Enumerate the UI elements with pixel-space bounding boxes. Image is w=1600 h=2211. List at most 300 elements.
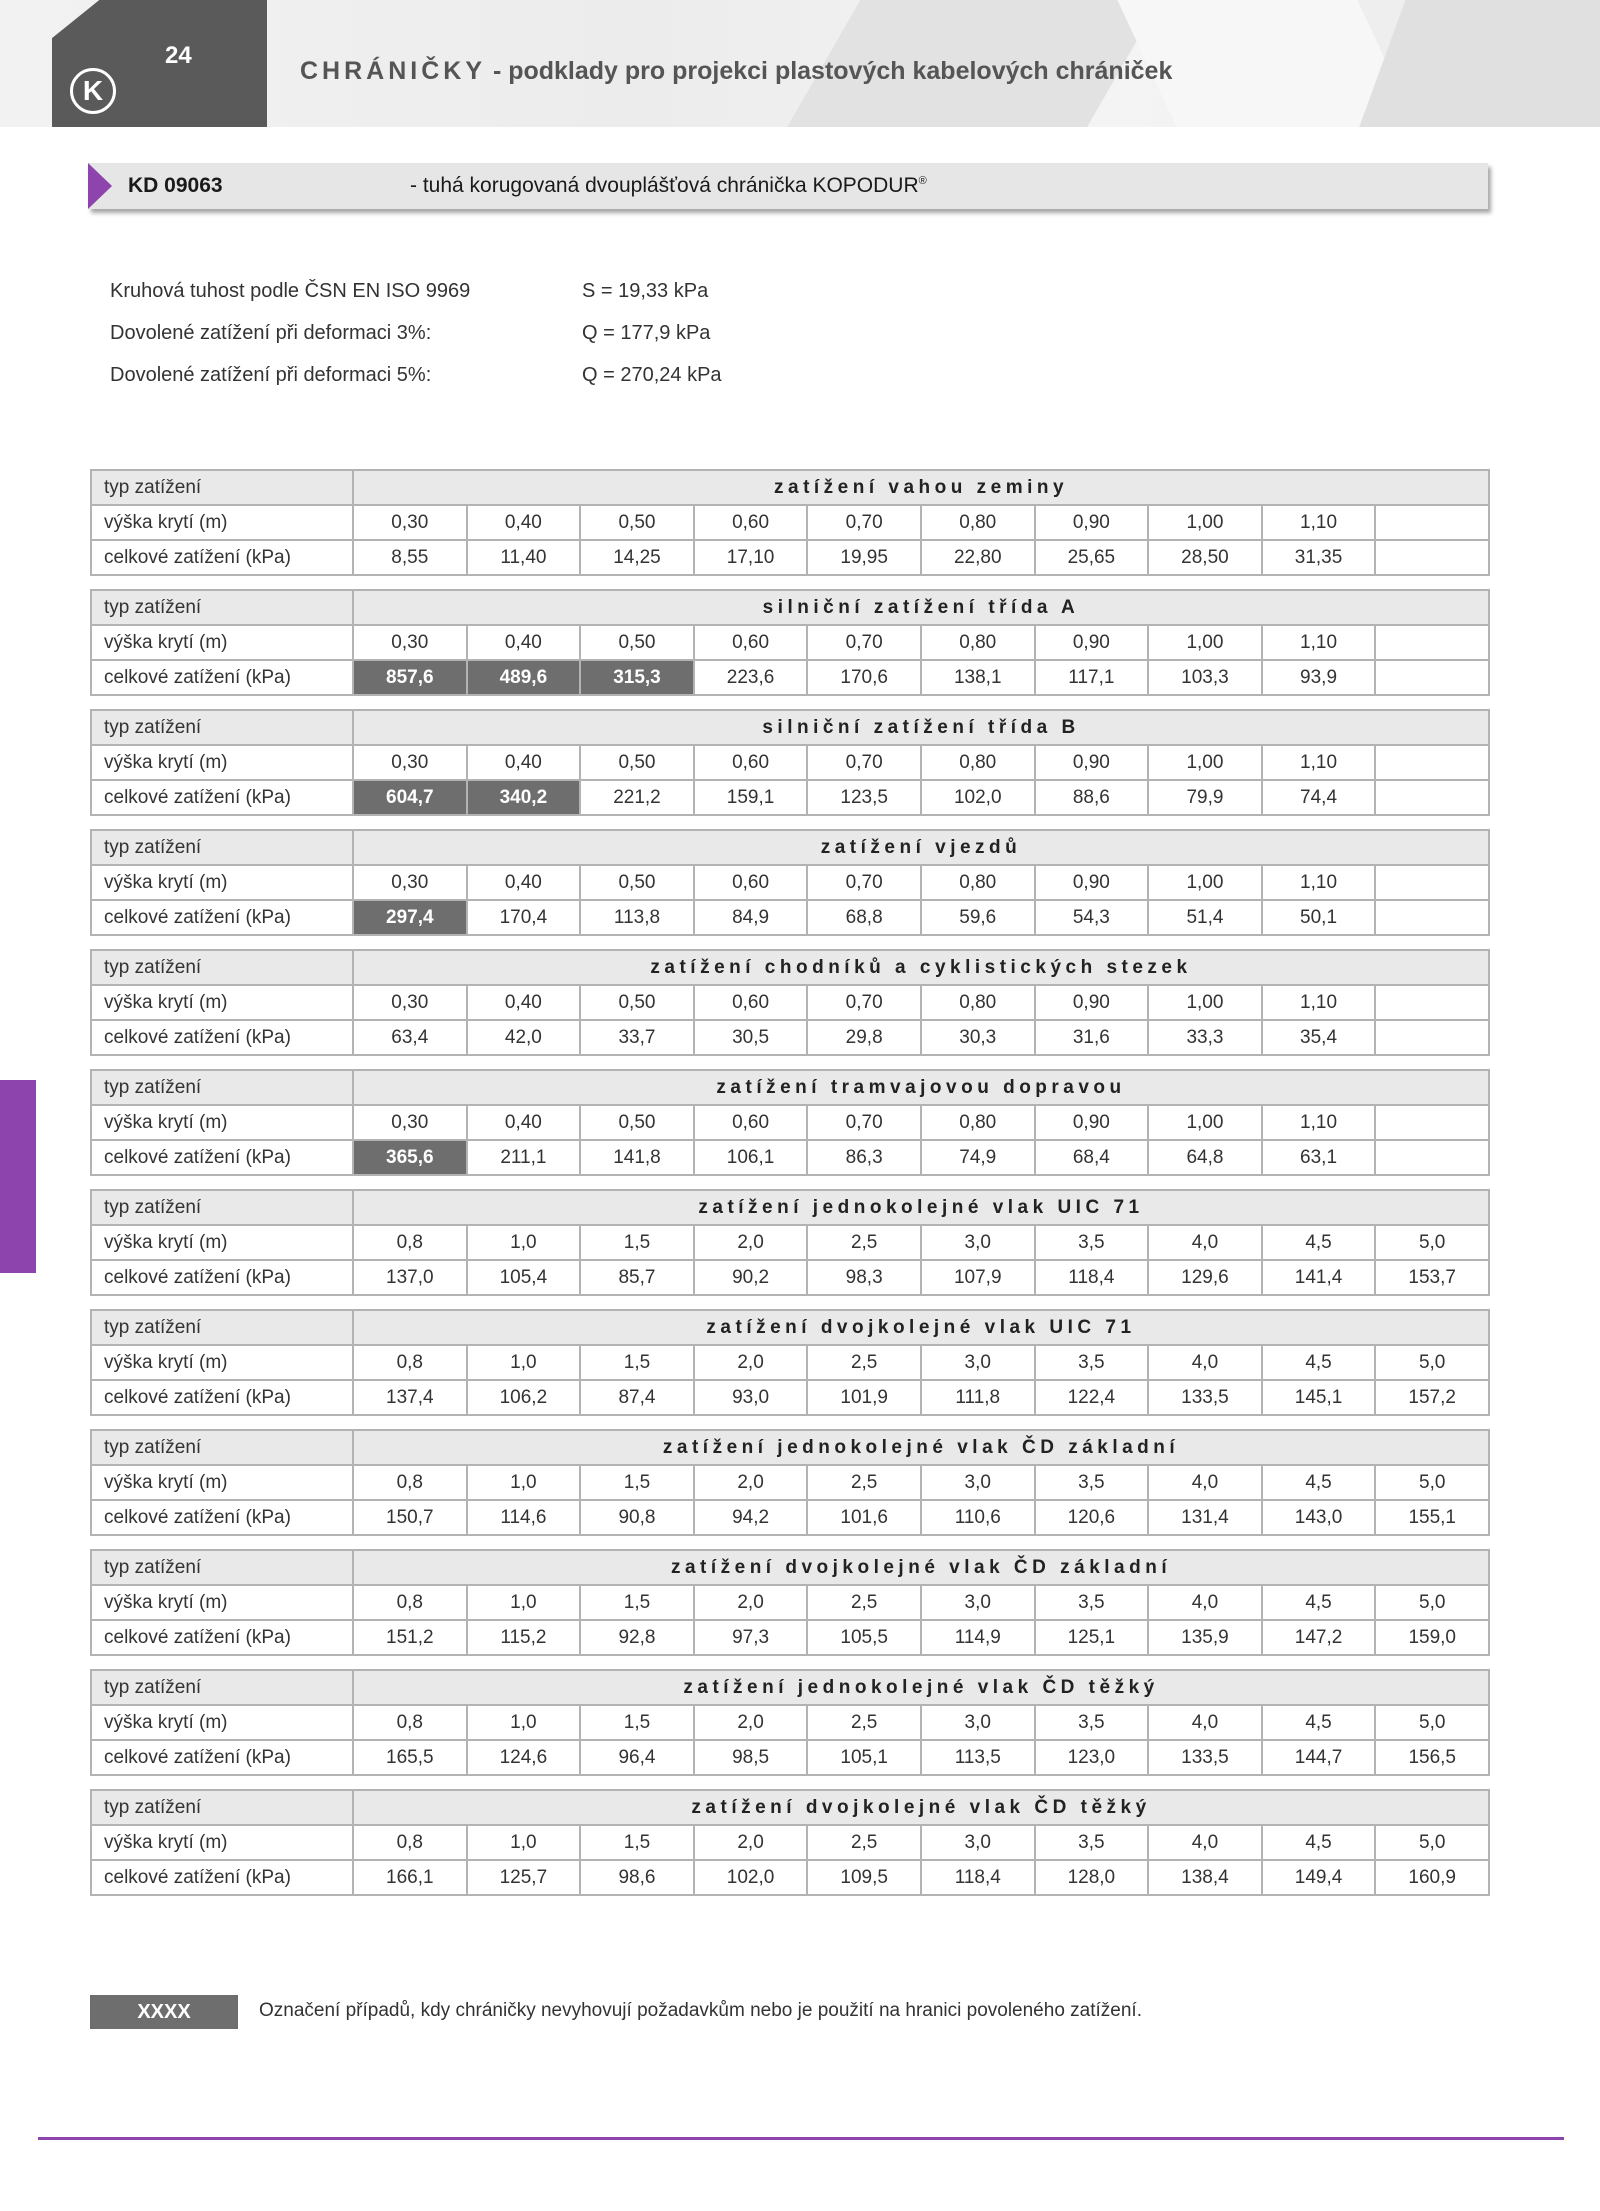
depth-cell: 4,5 bbox=[1262, 1225, 1376, 1260]
load-cell: 31,35 bbox=[1262, 540, 1376, 575]
load-cell: 14,25 bbox=[580, 540, 694, 575]
load-type-title: zatížení vahou zeminy bbox=[353, 470, 1489, 505]
depth-cell: 1,0 bbox=[467, 1225, 581, 1260]
row-label: celkové zatížení (kPa) bbox=[91, 1740, 353, 1775]
row-label: celkové zatížení (kPa) bbox=[91, 1260, 353, 1295]
depth-cell: 1,00 bbox=[1148, 985, 1262, 1020]
depth-cell: 0,50 bbox=[580, 1105, 694, 1140]
depth-cell: 1,5 bbox=[580, 1345, 694, 1380]
table-row bbox=[91, 505, 1489, 540]
table-row bbox=[91, 1260, 1489, 1295]
load-cell: 51,4 bbox=[1148, 900, 1262, 935]
depth-cell: 2,5 bbox=[807, 1585, 921, 1620]
depth-cell: 1,10 bbox=[1262, 505, 1376, 540]
depth-cell: 0,80 bbox=[921, 505, 1035, 540]
row-label: celkové zatížení (kPa) bbox=[91, 540, 353, 575]
load-cell: 74,4 bbox=[1262, 780, 1376, 815]
depth-cell: 4,5 bbox=[1262, 1465, 1376, 1500]
product-description bbox=[410, 174, 927, 198]
load-cell: 159,1 bbox=[694, 780, 808, 815]
row-label: výška krytí (m) bbox=[91, 1705, 353, 1740]
depth-cell: 2,0 bbox=[694, 1225, 808, 1260]
table-row bbox=[91, 1190, 1489, 1225]
depth-cell: 4,0 bbox=[1148, 1585, 1262, 1620]
load-cell: 30,3 bbox=[921, 1020, 1035, 1055]
depth-cell: 4,5 bbox=[1262, 1705, 1376, 1740]
table-row bbox=[91, 1550, 1489, 1585]
load-cell: 170,4 bbox=[467, 900, 581, 935]
load-cell: 117,1 bbox=[1035, 660, 1149, 695]
table-row bbox=[91, 1740, 1489, 1775]
load-cell: 160,9 bbox=[1375, 1860, 1489, 1895]
depth-cell: 2,5 bbox=[807, 1825, 921, 1860]
depth-cell: 0,30 bbox=[353, 625, 467, 660]
depth-cell: 0,60 bbox=[694, 985, 808, 1020]
table-row bbox=[91, 1705, 1489, 1740]
depth-cell: 0,60 bbox=[694, 865, 808, 900]
load-tables bbox=[90, 469, 1488, 1909]
depth-cell: 3,5 bbox=[1035, 1465, 1149, 1500]
row-label: výška krytí (m) bbox=[91, 505, 353, 540]
row-label: typ zatížení bbox=[91, 1550, 353, 1585]
depth-cell: 1,0 bbox=[467, 1585, 581, 1620]
load-cell: 102,0 bbox=[694, 1860, 808, 1895]
depth-cell: 4,0 bbox=[1148, 1705, 1262, 1740]
depth-cell: 0,50 bbox=[580, 985, 694, 1020]
table-row bbox=[91, 1860, 1489, 1895]
load-cell: 109,5 bbox=[807, 1860, 921, 1895]
row-label: výška krytí (m) bbox=[91, 1825, 353, 1860]
depth-cell bbox=[1375, 1105, 1489, 1140]
depth-cell: 1,00 bbox=[1148, 745, 1262, 780]
row-label: typ zatížení bbox=[91, 470, 353, 505]
depth-cell: 3,5 bbox=[1035, 1705, 1149, 1740]
load-cell: 166,1 bbox=[353, 1860, 467, 1895]
product-description-text: - tuhá korugovaná dvouplášťová chránička KOPODUR bbox=[410, 174, 919, 197]
depth-cell: 4,5 bbox=[1262, 1585, 1376, 1620]
depth-cell: 5,0 bbox=[1375, 1345, 1489, 1380]
load-cell bbox=[1375, 540, 1489, 575]
row-label: celkové zatížení (kPa) bbox=[91, 900, 353, 935]
depth-cell: 0,80 bbox=[921, 985, 1035, 1020]
table-row bbox=[91, 1790, 1489, 1825]
depth-cell: 5,0 bbox=[1375, 1465, 1489, 1500]
depth-cell bbox=[1375, 985, 1489, 1020]
load-cell: 101,6 bbox=[807, 1500, 921, 1535]
row-label: výška krytí (m) bbox=[91, 745, 353, 780]
depth-cell: 2,5 bbox=[807, 1345, 921, 1380]
load-cell: 19,95 bbox=[807, 540, 921, 575]
load-cell: 90,8 bbox=[580, 1500, 694, 1535]
depth-cell: 3,0 bbox=[921, 1345, 1035, 1380]
table-row bbox=[91, 1500, 1489, 1535]
table-row bbox=[91, 1345, 1489, 1380]
depth-cell: 2,0 bbox=[694, 1585, 808, 1620]
depth-cell: 0,40 bbox=[467, 985, 581, 1020]
load-cell: 857,6 bbox=[353, 660, 467, 695]
depth-cell: 5,0 bbox=[1375, 1225, 1489, 1260]
row-label: typ zatížení bbox=[91, 830, 353, 865]
load-cell: 604,7 bbox=[353, 780, 467, 815]
depth-cell: 0,30 bbox=[353, 985, 467, 1020]
table-row bbox=[91, 1380, 1489, 1415]
table-row bbox=[91, 830, 1489, 865]
load-cell: 129,6 bbox=[1148, 1260, 1262, 1295]
row-label: celkové zatížení (kPa) bbox=[91, 1140, 353, 1175]
depth-cell: 0,70 bbox=[807, 505, 921, 540]
registered-mark: ® bbox=[918, 175, 927, 187]
load-cell: 211,1 bbox=[467, 1140, 581, 1175]
row-label: výška krytí (m) bbox=[91, 625, 353, 660]
depth-cell: 0,50 bbox=[580, 505, 694, 540]
table-row bbox=[91, 1070, 1489, 1105]
load-cell: 33,3 bbox=[1148, 1020, 1262, 1055]
table-row bbox=[91, 540, 1489, 575]
load-cell: 63,4 bbox=[353, 1020, 467, 1055]
load-cell: 111,8 bbox=[921, 1380, 1035, 1415]
row-label: typ zatížení bbox=[91, 590, 353, 625]
depth-cell: 4,5 bbox=[1262, 1345, 1376, 1380]
load-cell: 64,8 bbox=[1148, 1140, 1262, 1175]
table-row bbox=[91, 1670, 1489, 1705]
depth-cell: 1,0 bbox=[467, 1705, 581, 1740]
depth-cell: 2,5 bbox=[807, 1465, 921, 1500]
load-cell: 11,40 bbox=[467, 540, 581, 575]
load-cell: 365,6 bbox=[353, 1140, 467, 1175]
row-label: celkové zatížení (kPa) bbox=[91, 780, 353, 815]
depth-cell: 1,5 bbox=[580, 1465, 694, 1500]
depth-cell: 0,60 bbox=[694, 745, 808, 780]
load-cell: 98,6 bbox=[580, 1860, 694, 1895]
property-label: Dovolené zatížení při deformaci 3%: bbox=[110, 322, 432, 344]
load-cell: 122,4 bbox=[1035, 1380, 1149, 1415]
load-cell: 33,7 bbox=[580, 1020, 694, 1055]
depth-cell: 0,8 bbox=[353, 1465, 467, 1500]
depth-cell: 0,40 bbox=[467, 505, 581, 540]
load-cell: 106,2 bbox=[467, 1380, 581, 1415]
depth-cell: 3,0 bbox=[921, 1465, 1035, 1500]
load-cell: 98,5 bbox=[694, 1740, 808, 1775]
depth-cell: 0,90 bbox=[1035, 865, 1149, 900]
load-cell: 137,4 bbox=[353, 1380, 467, 1415]
load-cell: 145,1 bbox=[1262, 1380, 1376, 1415]
depth-cell: 0,70 bbox=[807, 625, 921, 660]
depth-cell: 2,5 bbox=[807, 1705, 921, 1740]
depth-cell: 1,5 bbox=[580, 1825, 694, 1860]
table-row bbox=[91, 1585, 1489, 1620]
load-cell: 63,1 bbox=[1262, 1140, 1376, 1175]
load-table bbox=[90, 589, 1490, 696]
load-cell: 31,6 bbox=[1035, 1020, 1149, 1055]
load-type-title: zatížení jednokolejné vlak ČD těžký bbox=[353, 1670, 1489, 1705]
depth-cell: 1,00 bbox=[1148, 1105, 1262, 1140]
load-cell: 150,7 bbox=[353, 1500, 467, 1535]
load-cell: 79,9 bbox=[1148, 780, 1262, 815]
load-cell: 123,5 bbox=[807, 780, 921, 815]
load-cell: 153,7 bbox=[1375, 1260, 1489, 1295]
page-title bbox=[300, 57, 1172, 86]
depth-cell: 1,10 bbox=[1262, 865, 1376, 900]
properties-list bbox=[110, 280, 810, 406]
load-cell: 25,65 bbox=[1035, 540, 1149, 575]
row-label: výška krytí (m) bbox=[91, 1105, 353, 1140]
load-type-title: silniční zatížení třída B bbox=[353, 710, 1489, 745]
load-table bbox=[90, 1309, 1490, 1416]
load-cell: 103,3 bbox=[1148, 660, 1262, 695]
load-cell: 157,2 bbox=[1375, 1380, 1489, 1415]
depth-cell: 1,0 bbox=[467, 1345, 581, 1380]
depth-cell: 0,50 bbox=[580, 625, 694, 660]
load-type-title: zatížení dvojkolejné vlak ČD základní bbox=[353, 1550, 1489, 1585]
table-row bbox=[91, 470, 1489, 505]
depth-cell: 1,0 bbox=[467, 1465, 581, 1500]
load-cell: 68,8 bbox=[807, 900, 921, 935]
load-cell: 315,3 bbox=[580, 660, 694, 695]
table-row bbox=[91, 590, 1489, 625]
row-label: výška krytí (m) bbox=[91, 1465, 353, 1500]
load-cell: 143,0 bbox=[1262, 1500, 1376, 1535]
load-cell: 94,2 bbox=[694, 1500, 808, 1535]
load-cell: 137,0 bbox=[353, 1260, 467, 1295]
load-cell: 96,4 bbox=[580, 1740, 694, 1775]
side-tab bbox=[0, 1080, 36, 1273]
load-cell: 340,2 bbox=[467, 780, 581, 815]
depth-cell: 1,10 bbox=[1262, 625, 1376, 660]
load-cell: 118,4 bbox=[1035, 1260, 1149, 1295]
depth-cell: 0,30 bbox=[353, 865, 467, 900]
load-cell: 42,0 bbox=[467, 1020, 581, 1055]
load-cell: 90,2 bbox=[694, 1260, 808, 1295]
load-cell: 106,1 bbox=[694, 1140, 808, 1175]
row-label: celkové zatížení (kPa) bbox=[91, 1620, 353, 1655]
table-row bbox=[91, 950, 1489, 985]
load-cell: 29,8 bbox=[807, 1020, 921, 1055]
load-cell: 489,6 bbox=[467, 660, 581, 695]
depth-cell: 0,70 bbox=[807, 745, 921, 780]
load-cell: 149,4 bbox=[1262, 1860, 1376, 1895]
load-type-title: zatížení jednokolejné vlak ČD základní bbox=[353, 1430, 1489, 1465]
table-row bbox=[91, 710, 1489, 745]
depth-cell bbox=[1375, 505, 1489, 540]
load-cell: 113,5 bbox=[921, 1740, 1035, 1775]
depth-cell: 3,5 bbox=[1035, 1585, 1149, 1620]
depth-cell: 3,5 bbox=[1035, 1825, 1149, 1860]
load-cell bbox=[1375, 1020, 1489, 1055]
table-row bbox=[91, 1225, 1489, 1260]
load-type-title: zatížení dvojkolejné vlak ČD těžký bbox=[353, 1790, 1489, 1825]
load-table bbox=[90, 1189, 1490, 1296]
table-row bbox=[91, 1465, 1489, 1500]
depth-cell: 2,0 bbox=[694, 1705, 808, 1740]
load-cell: 123,0 bbox=[1035, 1740, 1149, 1775]
depth-cell: 1,00 bbox=[1148, 625, 1262, 660]
load-cell: 74,9 bbox=[921, 1140, 1035, 1175]
depth-cell: 3,0 bbox=[921, 1825, 1035, 1860]
row-label: typ zatížení bbox=[91, 1190, 353, 1225]
load-type-title: zatížení jednokolejné vlak UIC 71 bbox=[353, 1190, 1489, 1225]
depth-cell: 0,70 bbox=[807, 985, 921, 1020]
load-cell: 50,1 bbox=[1262, 900, 1376, 935]
depth-cell: 1,10 bbox=[1262, 1105, 1376, 1140]
table-row bbox=[91, 1825, 1489, 1860]
load-cell: 68,4 bbox=[1035, 1140, 1149, 1175]
depth-cell: 0,50 bbox=[580, 745, 694, 780]
load-type-title: zatížení tramvajovou dopravou bbox=[353, 1070, 1489, 1105]
row-label: výška krytí (m) bbox=[91, 1225, 353, 1260]
header-facet bbox=[1344, 0, 1600, 127]
load-cell: 120,6 bbox=[1035, 1500, 1149, 1535]
depth-cell: 0,30 bbox=[353, 505, 467, 540]
depth-cell: 0,8 bbox=[353, 1225, 467, 1260]
load-cell: 93,9 bbox=[1262, 660, 1376, 695]
load-cell: 30,5 bbox=[694, 1020, 808, 1055]
load-cell: 165,5 bbox=[353, 1740, 467, 1775]
load-table bbox=[90, 949, 1490, 1056]
depth-cell: 0,90 bbox=[1035, 745, 1149, 780]
property-label: Dovolené zatížení při deformaci 5%: bbox=[110, 364, 432, 386]
load-cell: 118,4 bbox=[921, 1860, 1035, 1895]
table-row bbox=[91, 1140, 1489, 1175]
table-row bbox=[91, 660, 1489, 695]
depth-cell: 0,30 bbox=[353, 745, 467, 780]
page-title-brand: CHRÁNIČKY bbox=[300, 57, 486, 85]
row-label: celkové zatížení (kPa) bbox=[91, 1500, 353, 1535]
row-label: celkové zatížení (kPa) bbox=[91, 1860, 353, 1895]
row-label: typ zatížení bbox=[91, 950, 353, 985]
property-value: Q = 177,9 kPa bbox=[582, 322, 711, 344]
load-table bbox=[90, 469, 1490, 576]
depth-cell: 1,5 bbox=[580, 1585, 694, 1620]
load-cell: 114,6 bbox=[467, 1500, 581, 1535]
load-cell: 17,10 bbox=[694, 540, 808, 575]
load-cell: 105,4 bbox=[467, 1260, 581, 1295]
depth-cell: 3,0 bbox=[921, 1585, 1035, 1620]
load-cell: 107,9 bbox=[921, 1260, 1035, 1295]
depth-cell: 0,30 bbox=[353, 1105, 467, 1140]
depth-cell: 1,5 bbox=[580, 1225, 694, 1260]
load-cell: 133,5 bbox=[1148, 1740, 1262, 1775]
table-row bbox=[91, 1310, 1489, 1345]
depth-cell: 1,10 bbox=[1262, 985, 1376, 1020]
property-row bbox=[110, 280, 810, 322]
depth-cell: 0,70 bbox=[807, 1105, 921, 1140]
depth-cell: 2,0 bbox=[694, 1825, 808, 1860]
row-label: typ zatížení bbox=[91, 1790, 353, 1825]
load-cell: 115,2 bbox=[467, 1620, 581, 1655]
row-label: typ zatížení bbox=[91, 1430, 353, 1465]
depth-cell: 0,90 bbox=[1035, 625, 1149, 660]
property-value: S = 19,33 kPa bbox=[582, 280, 709, 302]
depth-cell: 2,5 bbox=[807, 1225, 921, 1260]
depth-cell: 0,8 bbox=[353, 1585, 467, 1620]
depth-cell: 0,40 bbox=[467, 745, 581, 780]
load-cell: 128,0 bbox=[1035, 1860, 1149, 1895]
load-cell: 135,9 bbox=[1148, 1620, 1262, 1655]
depth-cell: 1,5 bbox=[580, 1705, 694, 1740]
depth-cell: 0,70 bbox=[807, 865, 921, 900]
load-cell: 133,5 bbox=[1148, 1380, 1262, 1415]
depth-cell: 0,80 bbox=[921, 1105, 1035, 1140]
load-cell: 155,1 bbox=[1375, 1500, 1489, 1535]
table-row bbox=[91, 900, 1489, 935]
depth-cell: 2,0 bbox=[694, 1345, 808, 1380]
load-cell: 54,3 bbox=[1035, 900, 1149, 935]
depth-cell: 4,5 bbox=[1262, 1825, 1376, 1860]
load-cell: 87,4 bbox=[580, 1380, 694, 1415]
depth-cell: 0,90 bbox=[1035, 505, 1149, 540]
footer-line bbox=[38, 2137, 1564, 2140]
product-code: KD 09063 bbox=[128, 174, 223, 197]
load-cell bbox=[1375, 900, 1489, 935]
row-label: typ zatížení bbox=[91, 1070, 353, 1105]
depth-cell: 3,0 bbox=[921, 1225, 1035, 1260]
load-cell: 85,7 bbox=[580, 1260, 694, 1295]
load-table bbox=[90, 1789, 1490, 1896]
load-cell bbox=[1375, 660, 1489, 695]
row-label: typ zatížení bbox=[91, 1670, 353, 1705]
load-table bbox=[90, 1549, 1490, 1656]
depth-cell: 0,80 bbox=[921, 745, 1035, 780]
row-label: celkové zatížení (kPa) bbox=[91, 1380, 353, 1415]
depth-cell: 0,8 bbox=[353, 1705, 467, 1740]
load-cell: 159,0 bbox=[1375, 1620, 1489, 1655]
depth-cell: 0,60 bbox=[694, 1105, 808, 1140]
load-type-title: zatížení chodníků a cyklistických stezek bbox=[353, 950, 1489, 985]
depth-cell: 0,40 bbox=[467, 1105, 581, 1140]
row-label: celkové zatížení (kPa) bbox=[91, 660, 353, 695]
depth-cell: 0,80 bbox=[921, 625, 1035, 660]
depth-cell: 5,0 bbox=[1375, 1825, 1489, 1860]
load-cell: 102,0 bbox=[921, 780, 1035, 815]
row-label: typ zatížení bbox=[91, 710, 353, 745]
property-label: Kruhová tuhost podle ČSN EN ISO 9969 bbox=[110, 280, 471, 302]
property-row bbox=[110, 322, 810, 364]
depth-cell: 3,5 bbox=[1035, 1225, 1149, 1260]
table-row bbox=[91, 1620, 1489, 1655]
row-label: typ zatížení bbox=[91, 1310, 353, 1345]
table-row bbox=[91, 865, 1489, 900]
depth-cell: 1,00 bbox=[1148, 865, 1262, 900]
load-table bbox=[90, 1069, 1490, 1176]
load-cell: 138,1 bbox=[921, 660, 1035, 695]
load-cell: 105,5 bbox=[807, 1620, 921, 1655]
load-cell: 125,7 bbox=[467, 1860, 581, 1895]
load-cell: 8,55 bbox=[353, 540, 467, 575]
load-cell bbox=[1375, 780, 1489, 815]
depth-cell: 4,0 bbox=[1148, 1465, 1262, 1500]
property-row bbox=[110, 364, 810, 406]
table-row bbox=[91, 985, 1489, 1020]
depth-cell: 5,0 bbox=[1375, 1705, 1489, 1740]
legend-swatch: XXXX bbox=[90, 1995, 238, 2029]
load-cell: 141,4 bbox=[1262, 1260, 1376, 1295]
table-row bbox=[91, 780, 1489, 815]
page-number: 24 bbox=[165, 42, 192, 69]
load-cell: 22,80 bbox=[921, 540, 1035, 575]
load-table bbox=[90, 709, 1490, 816]
load-cell: 110,6 bbox=[921, 1500, 1035, 1535]
load-cell: 114,9 bbox=[921, 1620, 1035, 1655]
depth-cell: 4,0 bbox=[1148, 1825, 1262, 1860]
load-table bbox=[90, 1429, 1490, 1536]
load-cell: 98,3 bbox=[807, 1260, 921, 1295]
load-type-title: silniční zatížení třída A bbox=[353, 590, 1489, 625]
row-label: výška krytí (m) bbox=[91, 1345, 353, 1380]
depth-cell: 4,0 bbox=[1148, 1225, 1262, 1260]
load-cell: 156,5 bbox=[1375, 1740, 1489, 1775]
property-value: Q = 270,24 kPa bbox=[582, 364, 722, 386]
load-cell: 84,9 bbox=[694, 900, 808, 935]
